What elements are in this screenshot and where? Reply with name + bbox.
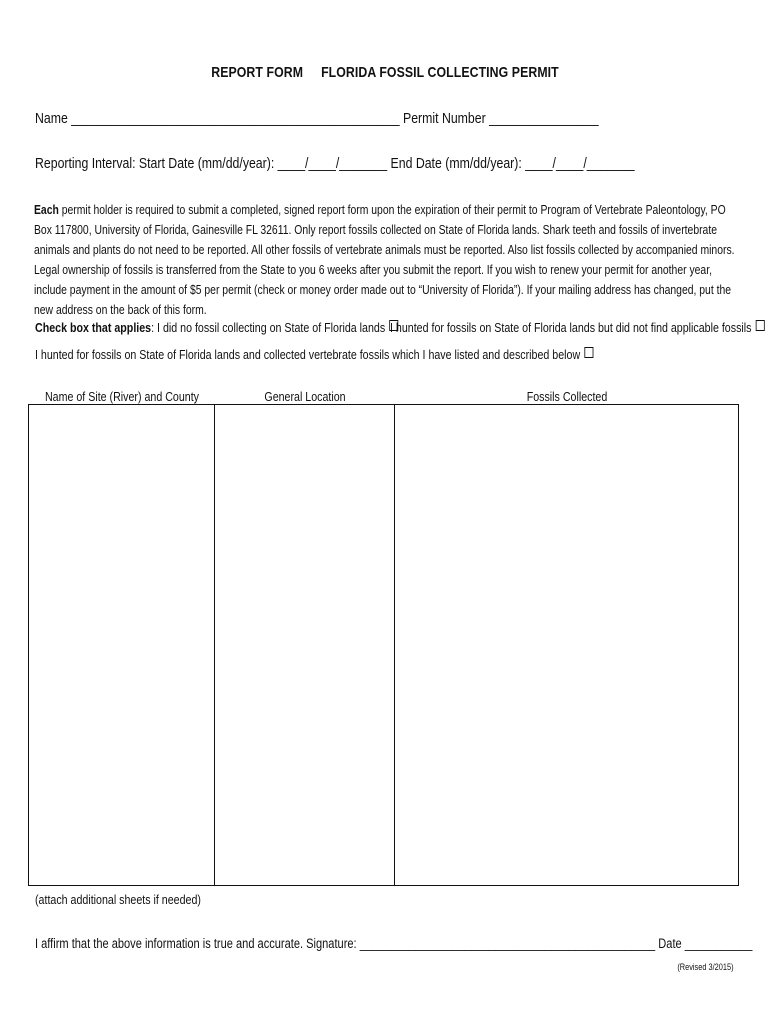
title-permit: FLORIDA FOSSIL COLLECTING PERMIT [321,64,559,81]
collected-fossils-checkbox[interactable] [584,347,593,358]
checkbox-row-1 [35,320,398,335]
checkbox-row-2 [390,320,765,335]
revised-date: (Revised 3/2015) [677,962,734,972]
column-header-site: Name of Site (River) and County [44,389,200,404]
reporting-interval-line[interactable]: Reporting Interval: Start Date (mm/dd/year): ____/____/_______ End Date (mm/dd/year): ____/____/_______ [35,155,635,172]
affirm-signature-line[interactable]: I affirm that the above information is true and accurate. Signature: ________________________________________________ Date ___________ [35,936,753,951]
instructions-lead: Each [34,203,59,217]
instructions-paragraph [34,200,744,320]
fossil-report-table [28,404,739,886]
column-header-location: General Location [264,389,346,404]
site-county-cell[interactable] [29,405,214,885]
check-heading: Check box that applies [35,320,152,335]
option-no-fossils-label: I hunted for fossils on State of Florida lands but did not find applicable fossils [390,320,752,335]
form-title [69,64,700,81]
instructions-text: permit holder is required to submit a completed, signed report form upon the expiration of their permit to Program of Vertebrate Paleontology, PO Box 117800, University of Florida, Gainesville FL 32611. Only report fossils collected on State of Florida lands. Shark teeth and fossils of invertebrate animals and plants do not need to be reported. All other fossils of vertebrate animals must be reported. Also list fossils collected by accompanied minors. Legal ownership of fossils is transferred from the State to you 6 weeks after you submit the report. If you wish to renew your permit for another year, include payment in the amount of $5 per permit (check or money order made out to “University of Florida”). If your mailing address has changed, put the new address on the back of this form. [34,203,735,317]
checkbox-row-3 [35,347,593,362]
option-no-collecting-label: : I did no fossil collecting on State of Florida lands [151,320,386,335]
column-header-fossils: Fossils Collected [526,389,608,404]
general-location-cell[interactable] [215,405,394,885]
fossils-collected-cell[interactable] [395,405,738,885]
name-permit-line[interactable]: Name ________________________________________________ Permit Number ________________ [35,110,599,127]
title-report-form: REPORT FORM [211,64,304,81]
no-fossils-found-checkbox[interactable] [756,320,765,331]
attach-note: (attach additional sheets if needed) [35,892,201,907]
option-collected-label: I hunted for fossils on State of Florida lands and collected vertebrate fossils which I have listed and described below [35,347,581,362]
